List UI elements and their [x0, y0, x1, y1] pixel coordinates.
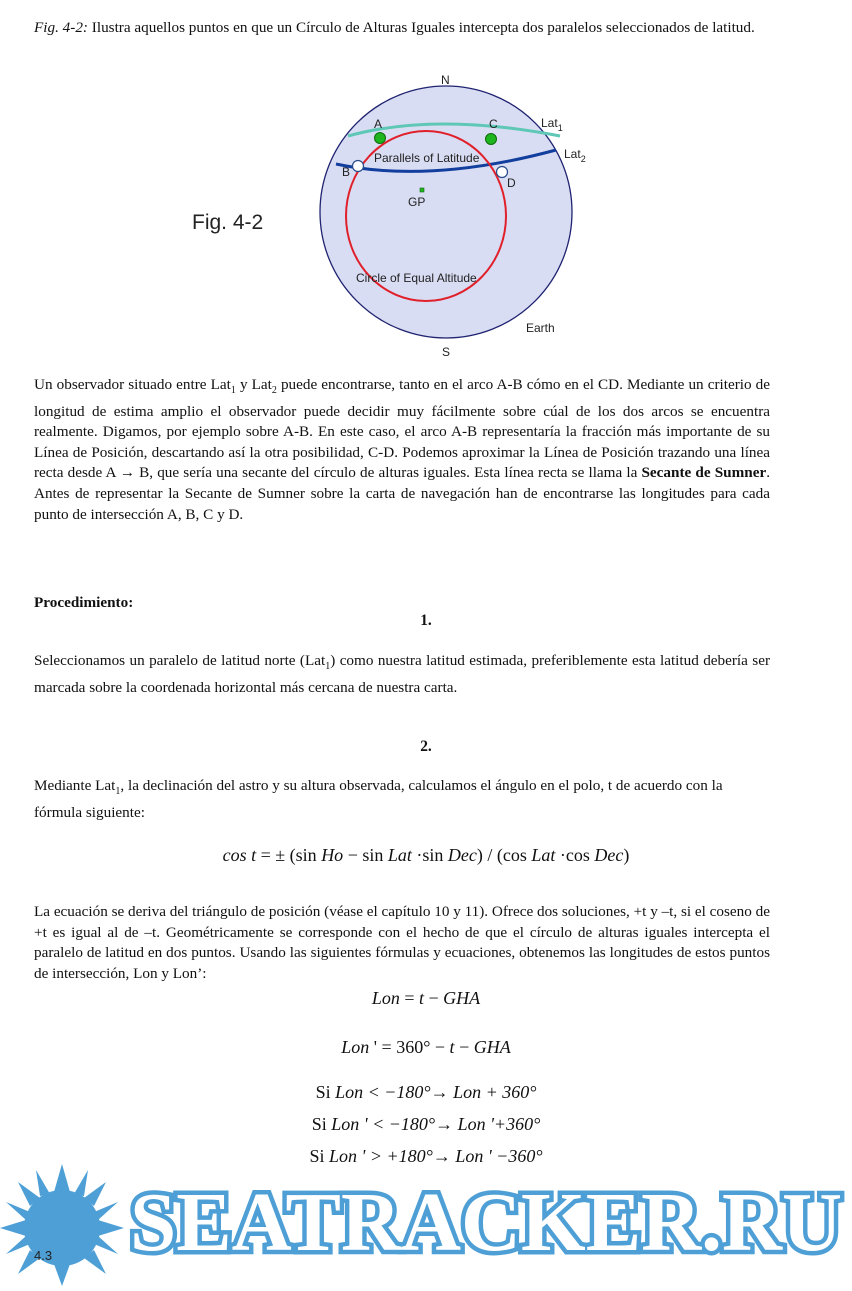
step-2-text: [34, 776, 724, 823]
step1-part2: ) como nuestra latitud estimada, preferiblemente esta latitud debería ser marcada sobre la coordenada horizontal más cercana de nuestra carta.: [34, 652, 771, 696]
paragraph1-part5: . Antes de representar la Secante de Sumner sobre la carta de navegación han de encontrarse las longitudes para cada punto de intersección A, B, C y D.: [34, 464, 770, 523]
f1-gha: GHA: [443, 988, 481, 1008]
f1-lon: Lon: [371, 988, 400, 1008]
parallels-label: Parallels of Latitude: [374, 151, 480, 165]
figure-caption: [34, 18, 770, 39]
rule-lon-low: [0, 1082, 852, 1103]
step2-sub: 1: [115, 786, 121, 798]
north-label: N: [441, 73, 450, 87]
point-d-marker: [497, 167, 508, 178]
step2-part2: , la declinación del astro y su altura observada, calculamos el ángulo en el polo, t de acuerdo con la fórmula siguiente:: [34, 777, 723, 821]
caption-prefix: Fig. 4-2:: [34, 19, 88, 36]
step2-part1: Mediante Lat: [34, 777, 116, 794]
figure-title: Fig. 4-2: [192, 211, 264, 234]
formula-lon-prime: [0, 1037, 852, 1058]
point-a-label: A: [374, 117, 383, 131]
lat1-label: Lat$_1$: [541, 116, 563, 133]
formula-m4: ·cos: [555, 845, 595, 865]
formula-eq: = ± (sin: [256, 845, 322, 865]
point-a-marker: [375, 133, 386, 144]
rule-lonp-low: [0, 1114, 852, 1135]
point-d-label: D: [507, 176, 516, 190]
point-b-label: B: [342, 165, 351, 179]
formula-m3: ) / (cos: [476, 845, 532, 865]
arrow-glyph: →: [119, 464, 135, 482]
caption-text: Ilustra aquellos puntos en que un Círculo de Alturas Iguales intercepta dos paralelos seleccionados de latitud.: [91, 19, 755, 36]
figure-4-2: [192, 66, 620, 366]
step-2-number: 2.: [420, 738, 432, 755]
procedure-heading: Procedimiento:: [34, 594, 134, 611]
paragraph1-sub2: 2: [271, 385, 277, 397]
page-number: 4.3: [34, 1248, 53, 1263]
seatracker-watermark: [0, 1158, 852, 1286]
paragraph-lines-of-position: [34, 375, 770, 525]
lat2-label: Lat$_2$: [564, 147, 586, 164]
paragraph1-part3: puede encontrarse, tanto en el arco A-B cómo en el CD. Mediante un criterio de longitud de estima amplio el observador puede decidir muy fácilmente sobre cúal de los dos arcos se encuentra realmente. Digamos, por ejemplo sobre A-B. En este caso, el arco A-B representaría la fracción más importante de su Línea de Posición, descartando así la otra posibilidad, C-D. Podemos aproximar la Línea de Posición trazando una línea recta desde A: [34, 376, 771, 482]
step-1-text: [34, 651, 770, 698]
secante-de-sumner: Secante de Sumner: [641, 464, 767, 482]
paragraph1-sub1: 1: [230, 385, 236, 397]
r3-expr: Lon ' > +180°→ Lon ' −360°: [328, 1146, 543, 1166]
paragraph-equation-derivation: La ecuación se deriva del triángulo de posición (véase el capítulo 10 y 11). Ofrece dos soluciones, +t y –t, si el coseno de +t es igual al de –t. Geométricamente se corresponde con el hecho de que el círculo de alturas iguales intercepta el paralelo de latitud en dos puntos. Usando las siguientes fórmulas y ecuaciones, obtenemos las longitudes de estos puntos de intersección, Lon y Lon’:: [34, 903, 770, 982]
r2-expr: Lon ' < −180°→ Lon '+360°: [331, 1114, 541, 1134]
formula-m1: − sin: [343, 845, 388, 865]
formula-dec2: Dec: [594, 845, 624, 865]
point-c-label: C: [489, 117, 498, 131]
watermark-graphic: [0, 1158, 852, 1286]
watermark-text: SEATRACKER.RU: [130, 1176, 842, 1269]
f1-t: t: [419, 988, 425, 1008]
formula-m5: ): [623, 845, 630, 865]
point-c-marker: [486, 134, 497, 145]
paragraph1-part2: y Lat: [235, 376, 272, 393]
earth-label: Earth: [526, 321, 555, 335]
r3-si: Si: [309, 1146, 329, 1166]
f1-minus: −: [424, 988, 444, 1008]
step1-sub: 1: [325, 661, 331, 673]
f2-rest: ' = 360° −: [369, 1037, 450, 1057]
formula-ho: Ho: [321, 845, 344, 865]
gp-label: GP: [408, 195, 426, 209]
south-label: S: [442, 345, 451, 359]
r1-expr: Lon < −180°→ Lon + 360°: [335, 1082, 537, 1102]
formula-cos: cos t: [222, 845, 257, 865]
step1-part1: Seleccionamos un paralelo de latitud norte (Lat: [34, 652, 326, 669]
circle-label: Circle of Equal Altitude: [356, 271, 477, 285]
formula-lat2: Lat: [531, 845, 556, 865]
formula-lon: [0, 988, 852, 1009]
sphere-diagram: [192, 66, 620, 366]
f2-gha: GHA: [473, 1037, 511, 1057]
f2-minus: −: [454, 1037, 474, 1057]
formula-m2: ·sin: [411, 845, 448, 865]
r2-si: Si: [311, 1114, 332, 1134]
step-1-number: 1.: [420, 612, 432, 629]
f2-lon: Lon: [341, 1037, 370, 1057]
sun-logo-icon: [0, 1164, 124, 1286]
gp-marker: [420, 188, 424, 192]
formula-lat: Lat: [387, 845, 412, 865]
f2-t: t: [449, 1037, 455, 1057]
paragraph1-part1: Un observador situado entre Lat: [34, 376, 231, 393]
paragraph1-part4: B, que sería una secante del círculo de alturas iguales. Esta línea recta se llama la: [135, 464, 642, 482]
point-b-marker: [353, 161, 364, 172]
formula-dec: Dec: [447, 845, 477, 865]
formula-cos-t: [0, 845, 852, 866]
f1-rest: =: [399, 988, 419, 1008]
r1-si: Si: [315, 1082, 336, 1102]
